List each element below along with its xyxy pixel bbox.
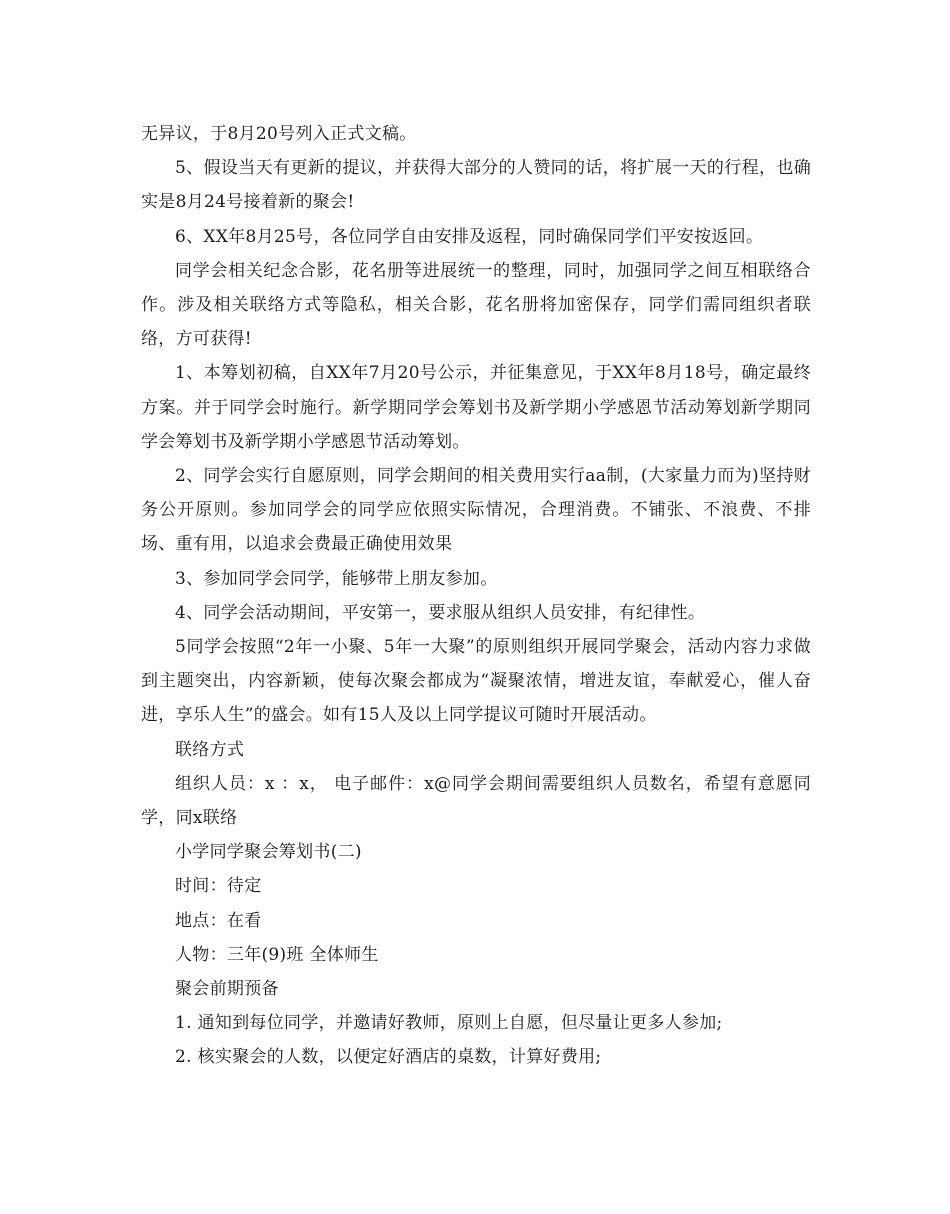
section-heading-contact: 联络方式 — [175, 739, 245, 760]
paragraph-1: 无异议，于8月20号列入正式文稿。 — [141, 124, 417, 144]
paragraph-9: 5同学会按照“2年一小聚、5年一大聚”的原则组织开展同学聚会，活动内容力求做到主题突出，内容新颖，使每次聚会都成为“凝聚浓情，增进友谊，奉献爱心，催人奋进，享乐人生”的盛会。如有15人及以上同学提议可随时开展活动。 — [141, 637, 811, 726]
paragraph-3: 6、XX年8月25号，各位同学自由安排及返程，同时确保同学们平安按返回。 — [175, 226, 764, 247]
paragraph-contact-info: 组织人员：x ：x， 电子邮件：x@同学会期间需要组织人员数名，希望有意愿同学，同x联络 — [141, 773, 811, 829]
info-people: 人物：三年(9)班 全体师生 — [175, 944, 379, 965]
paragraph-7: 3、参加同学会同学，能够带上朋友参加。 — [175, 568, 498, 589]
info-location: 地点：在看 — [175, 910, 262, 931]
paragraph-6: 2、同学会实行自愿原则，同学会期间的相关费用实行aa制，(大家量力而为)坚持财务公开原则。参加同学会的同学应依照实际情况，合理消费。不铺张、不浪费、不排场、重有用，以追求会费最正确使用效果 — [141, 466, 811, 555]
list-item-2: 2. 核实聚会的人数，以便定好酒店的桌数，计算好费用; — [175, 1047, 602, 1068]
info-time: 时间：待定 — [175, 876, 262, 897]
list-item-1: 1. 通知到每位同学，并邀请好教师，原则上自愿，但尽量让更多人参加; — [175, 1013, 723, 1034]
section-heading-preparation: 聚会前期预备 — [175, 979, 279, 1000]
paragraph-8: 4、同学会活动期间，平安第一，要求服从组织人员安排，有纪律性。 — [175, 602, 706, 623]
section-heading-plan-two: 小学同学聚会筹划书(二) — [175, 842, 362, 863]
paragraph-4: 同学会相关纪念合影，花名册等进展统一的整理，同时，加强同学之间互相联络合作。涉及相关联络方式等隐私，相关合影，花名册将加密保存，同学们需同组织者联络，方可获得! — [141, 260, 811, 350]
paragraph-2: 5、假设当天有更新的提议，并获得大部分的人赞同的话，将扩展一天的行程，也确实是8月24号接着新的聚会! — [141, 158, 811, 213]
paragraph-5: 1、本筹划初稿，自XX年7月20号公示，并征集意见，于XX年8月18号，确定最终方案。并于同学会时施行。新学期同学会筹划书及新学期小学感恩节活动筹划新学期同学会筹划书及新学期小学感恩节活动筹划。 — [141, 363, 811, 452]
document-body — [141, 117, 811, 1075]
